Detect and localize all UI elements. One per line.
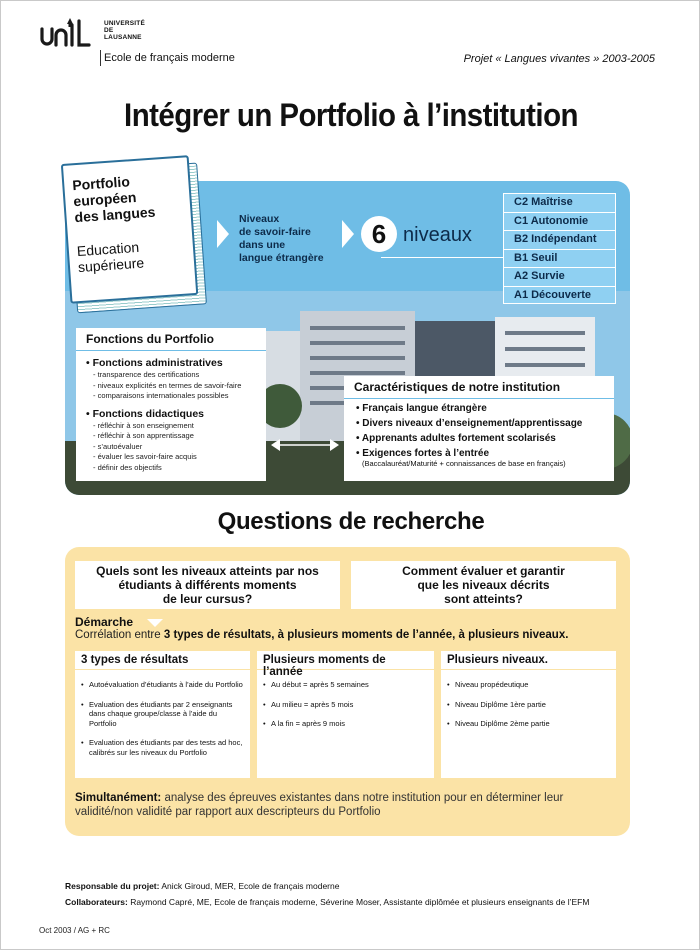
list-item: • Au début = après 5 semaines	[271, 680, 428, 690]
book-cover: Portfolio européen des langues Education supérieure	[61, 155, 198, 304]
column-title: 3 types de résultats	[75, 651, 250, 670]
fonctions-title: Fonctions du Portfolio	[76, 328, 266, 351]
column-title: Plusieurs moments de l’année	[257, 651, 434, 670]
date-footer: Oct 2003 / AG + RC	[39, 926, 110, 935]
level-item: B2 Indépendant	[503, 230, 616, 249]
triangle-down-icon	[147, 619, 163, 627]
six-number: 6	[361, 216, 397, 252]
list-item: • Au milieu = après 5 mois	[271, 700, 428, 710]
simultanement-text: Simultanément: analyse des épreuves existantes dans notre institution pour en déterminer leur validité/non validité par rapport aux descripteurs du Portfolio	[75, 792, 564, 818]
responsable-line: Responsable du projet: Anick Giroud, MER, Ecole de français moderne	[65, 881, 340, 891]
didac-item: - s’autoévaluer	[93, 441, 143, 451]
six-label: niveaux	[403, 224, 472, 246]
school-name: Ecole de français moderne	[100, 50, 235, 66]
list-item: • Evaluation des étudiants par des tests ad hoc, calibrés sur les niveaux du Portfolio	[89, 738, 244, 757]
caract-item: • Divers niveaux d’enseignement/apprentissage	[356, 418, 583, 429]
list-item: • Niveau propédeutique	[455, 680, 610, 690]
niveaux-column	[441, 651, 616, 778]
portfolio-book	[61, 154, 211, 316]
fonctions-box	[76, 328, 266, 481]
demarche-title: Démarche	[75, 615, 134, 629]
level-item: A1 Découverte	[503, 286, 616, 305]
didac-title: • Fonctions didactiques	[86, 407, 205, 420]
results-column	[75, 651, 250, 778]
admin-title: • Fonctions administratives	[86, 357, 223, 369]
level-item: C1 Autonomie	[503, 212, 616, 231]
caract-note: (Baccalauréat/Maturité + connaissances de base en français)	[362, 459, 566, 468]
caract-item: • Apprenants adultes fortement scolarisés	[356, 433, 556, 444]
question-box: Quels sont les niveaux atteints par nos étudiants à différents moments de leur cursus?	[75, 561, 340, 609]
demarche-text: Corrélation entre 3 types de résultats, à plusieurs moments de l’année, à plusieurs niveaux.	[75, 629, 569, 641]
admin-item: - transparence des certifications	[93, 370, 200, 379]
page-title: Intégrer un Portfolio à l’institution	[124, 97, 578, 133]
level-item: B1 Seuil	[503, 249, 616, 268]
didac-item: - réfléchir à son enseignement	[93, 420, 194, 430]
project-label: Projet « Langues vivantes » 2003-2005	[463, 53, 655, 65]
didac-item: - évaluer les savoir-faire acquis	[93, 452, 197, 461]
admin-item: - comparaisons internationales possibles	[93, 391, 229, 400]
caracteristiques-title: Caractéristiques de notre institution	[344, 376, 614, 399]
column-title: Plusieurs niveaux.	[441, 651, 616, 670]
unil-logo	[39, 15, 101, 51]
level-item: A2 Survie	[503, 267, 616, 286]
levels-description: Niveaux de savoir-faire dans une langue étrangère	[239, 213, 324, 264]
didac-item: - définir des objectifs	[93, 462, 162, 472]
list-item: • Niveau Diplôme 1ère partie	[455, 700, 610, 710]
levels-list	[503, 193, 616, 304]
list-item: • Niveau Diplôme 2ème partie	[455, 719, 610, 729]
admin-item: - niveaux explicités en termes de savoir-faire	[93, 380, 242, 390]
list-item: • Autoévaluation d’étudiants à l’aide du Portfolio	[89, 680, 244, 690]
caract-item: • Exigences fortes à l’entrée	[356, 448, 490, 459]
arrow-right-icon	[217, 220, 229, 248]
arrow-right-icon	[342, 220, 354, 248]
list-item: • Evaluation des étudiants par 2 enseignants dans chaque groupe/classe à l’aide du Portfolio	[89, 700, 244, 729]
divider	[381, 257, 503, 258]
didac-item: - réfléchir à son apprentissage	[93, 431, 194, 440]
level-item: C2 Maîtrise	[503, 193, 616, 212]
caract-item: • Français langue étrangère	[356, 403, 487, 414]
question-box: Comment évaluer et garantir que les niveaux décrits sont atteints?	[351, 561, 616, 609]
caracteristiques-box	[344, 376, 614, 481]
list-item: • A la fin = après 9 mois	[271, 719, 428, 729]
questions-title: Questions de recherche	[217, 508, 485, 535]
moments-column	[257, 651, 434, 778]
collaborateurs-line: Collaborateurs: Raymond Capré, ME, Ecole de français moderne, Séverine Moser, Assistante diplômée et plusieurs enseignants de l’EFM	[65, 897, 590, 907]
double-arrow-icon	[271, 438, 339, 452]
university-name: UNIVERSITÉ DE LAUSANNE	[104, 20, 146, 41]
